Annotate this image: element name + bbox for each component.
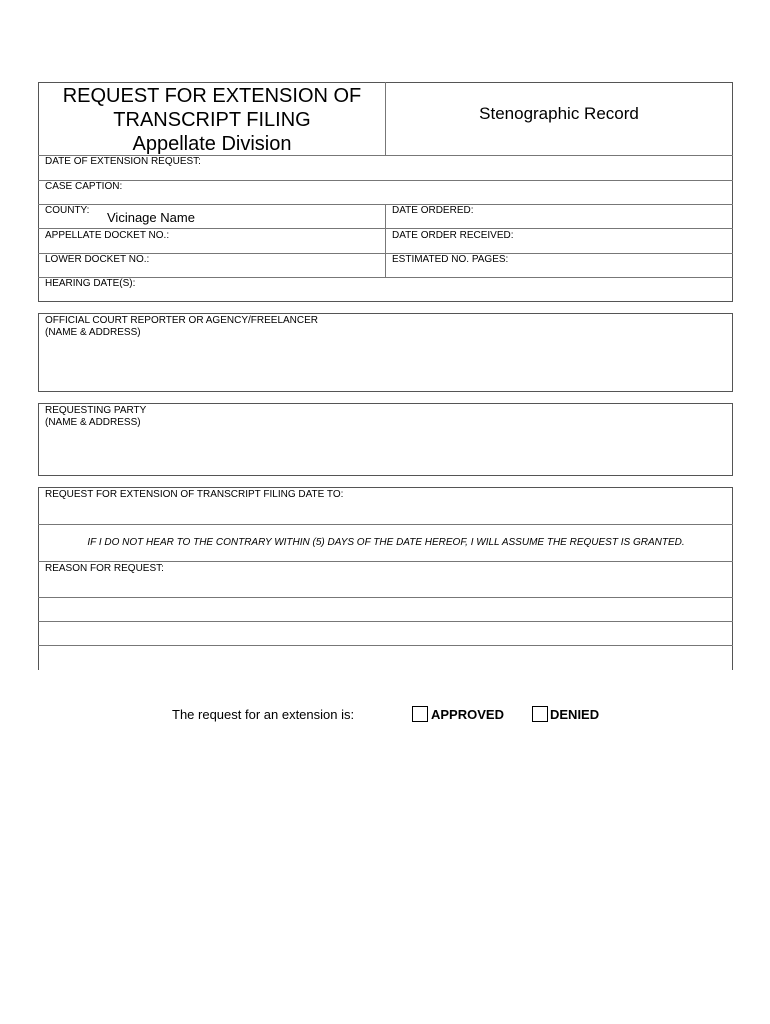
county-field[interactable]: COUNTY: (45, 205, 90, 216)
request-section-box (38, 487, 733, 670)
extension-date-field[interactable]: REQUEST FOR EXTENSION OF TRANSCRIPT FILING DATE TO: (45, 489, 344, 500)
row-divider (38, 277, 733, 278)
denied-checkbox[interactable] (532, 706, 548, 722)
county-value[interactable]: Vicinage Name (107, 210, 195, 225)
denied-label: DENIED (550, 707, 600, 722)
case-caption-field[interactable]: CASE CAPTION: (45, 181, 123, 192)
form-title (40, 84, 384, 156)
reason-field[interactable]: REASON FOR REQUEST: (45, 563, 164, 574)
title-line-1: REQUEST FOR EXTENSION OF (62, 85, 362, 107)
approved-label: APPROVED (431, 707, 504, 722)
title-line-3: Appellate Division (132, 133, 292, 155)
approved-checkbox[interactable] (412, 706, 428, 722)
appellate-docket-field[interactable]: APPELLATE DOCKET NO.: (45, 230, 170, 241)
reporter-label: OFFICIAL COURT REPORTER OR AGENCY/FREELANCER (45, 315, 319, 326)
requesting-party-sublabel: (NAME & ADDRESS) (45, 417, 141, 428)
row-divider (38, 524, 733, 525)
date-ordered-field[interactable]: DATE ORDERED: (392, 205, 474, 216)
title-line-2: TRANSCRIPT FILING (113, 109, 311, 131)
estimated-pages-field[interactable]: ESTIMATED NO. PAGES: (392, 254, 509, 265)
reason-line[interactable] (38, 597, 733, 598)
lower-docket-field[interactable]: LOWER DOCKET NO.: (45, 254, 150, 265)
column-divider (385, 204, 386, 277)
row-divider (38, 561, 733, 562)
date-order-received-field[interactable]: DATE ORDER RECEIVED: (392, 230, 514, 241)
date-of-extension-request-field[interactable]: DATE OF EXTENSION REQUEST: (45, 156, 201, 167)
contrary-notice: IF I DO NOT HEAR TO THE CONTRARY WITHIN (5) DAYS OF THE DATE HEREOF, I WILL ASSUME THE REQUEST IS GRANTED. (87, 537, 685, 548)
row-divider (38, 180, 733, 181)
requesting-party-label: REQUESTING PARTY (45, 405, 147, 416)
hearing-dates-field[interactable]: HEARING DATE(S): (45, 278, 136, 289)
row-divider (265, 228, 733, 229)
record-type: Stenographic Record (479, 104, 639, 123)
reason-line[interactable] (38, 645, 733, 646)
row-divider (38, 228, 265, 229)
decision-prompt: The request for an extension is: (172, 707, 355, 722)
reason-line[interactable] (38, 621, 733, 622)
reporter-sublabel: (NAME & ADDRESS) (45, 327, 141, 338)
